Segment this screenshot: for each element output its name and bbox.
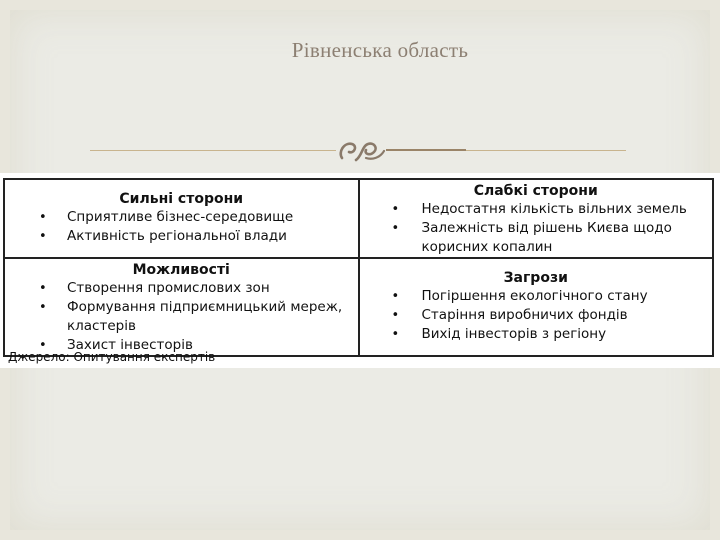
- threats-list: [360, 287, 713, 344]
- list-item: • Створення промислових зон: [5, 279, 358, 298]
- list-item: • Сприятливе бізнес-середовище: [5, 208, 358, 227]
- list-item: • Вихід інвесторів з регіону: [360, 325, 713, 344]
- list-item: • Недостатня кількість вільних земель: [360, 200, 713, 219]
- list-item: • Активність регіональної влади: [5, 227, 358, 246]
- divider-accent: [380, 149, 466, 151]
- list-item: • Формування підприємницький мереж, кластерів: [5, 298, 358, 336]
- weaknesses-heading: Слабкі сторони: [473, 183, 598, 199]
- opportunities-cell: [4, 258, 359, 356]
- list-item: • Залежність від рішень Києва щодо корисних копалин: [360, 219, 713, 257]
- threats-cell: [359, 258, 714, 356]
- weaknesses-list: [360, 200, 713, 257]
- threats-heading: Загрози: [503, 270, 568, 286]
- swot-table-image: [0, 173, 720, 368]
- source-note: Джерело: Опитування експертів: [8, 350, 216, 364]
- strengths-cell: [4, 179, 359, 258]
- opportunities-list: [5, 279, 358, 355]
- list-item: • Погіршення екологічного стану: [360, 287, 713, 306]
- slide-title: Рівненська область: [291, 38, 469, 62]
- weaknesses-cell: [359, 179, 714, 258]
- list-item: • Старіння виробничих фондів: [360, 306, 713, 325]
- opportunities-heading: Можливості: [132, 262, 230, 278]
- strengths-heading: Сильні сторони: [119, 191, 244, 207]
- list-item: • Захист інвесторів: [5, 336, 358, 355]
- scroll-flourish-icon: [336, 136, 386, 166]
- swot-table: [3, 178, 714, 357]
- strengths-list: [5, 208, 358, 246]
